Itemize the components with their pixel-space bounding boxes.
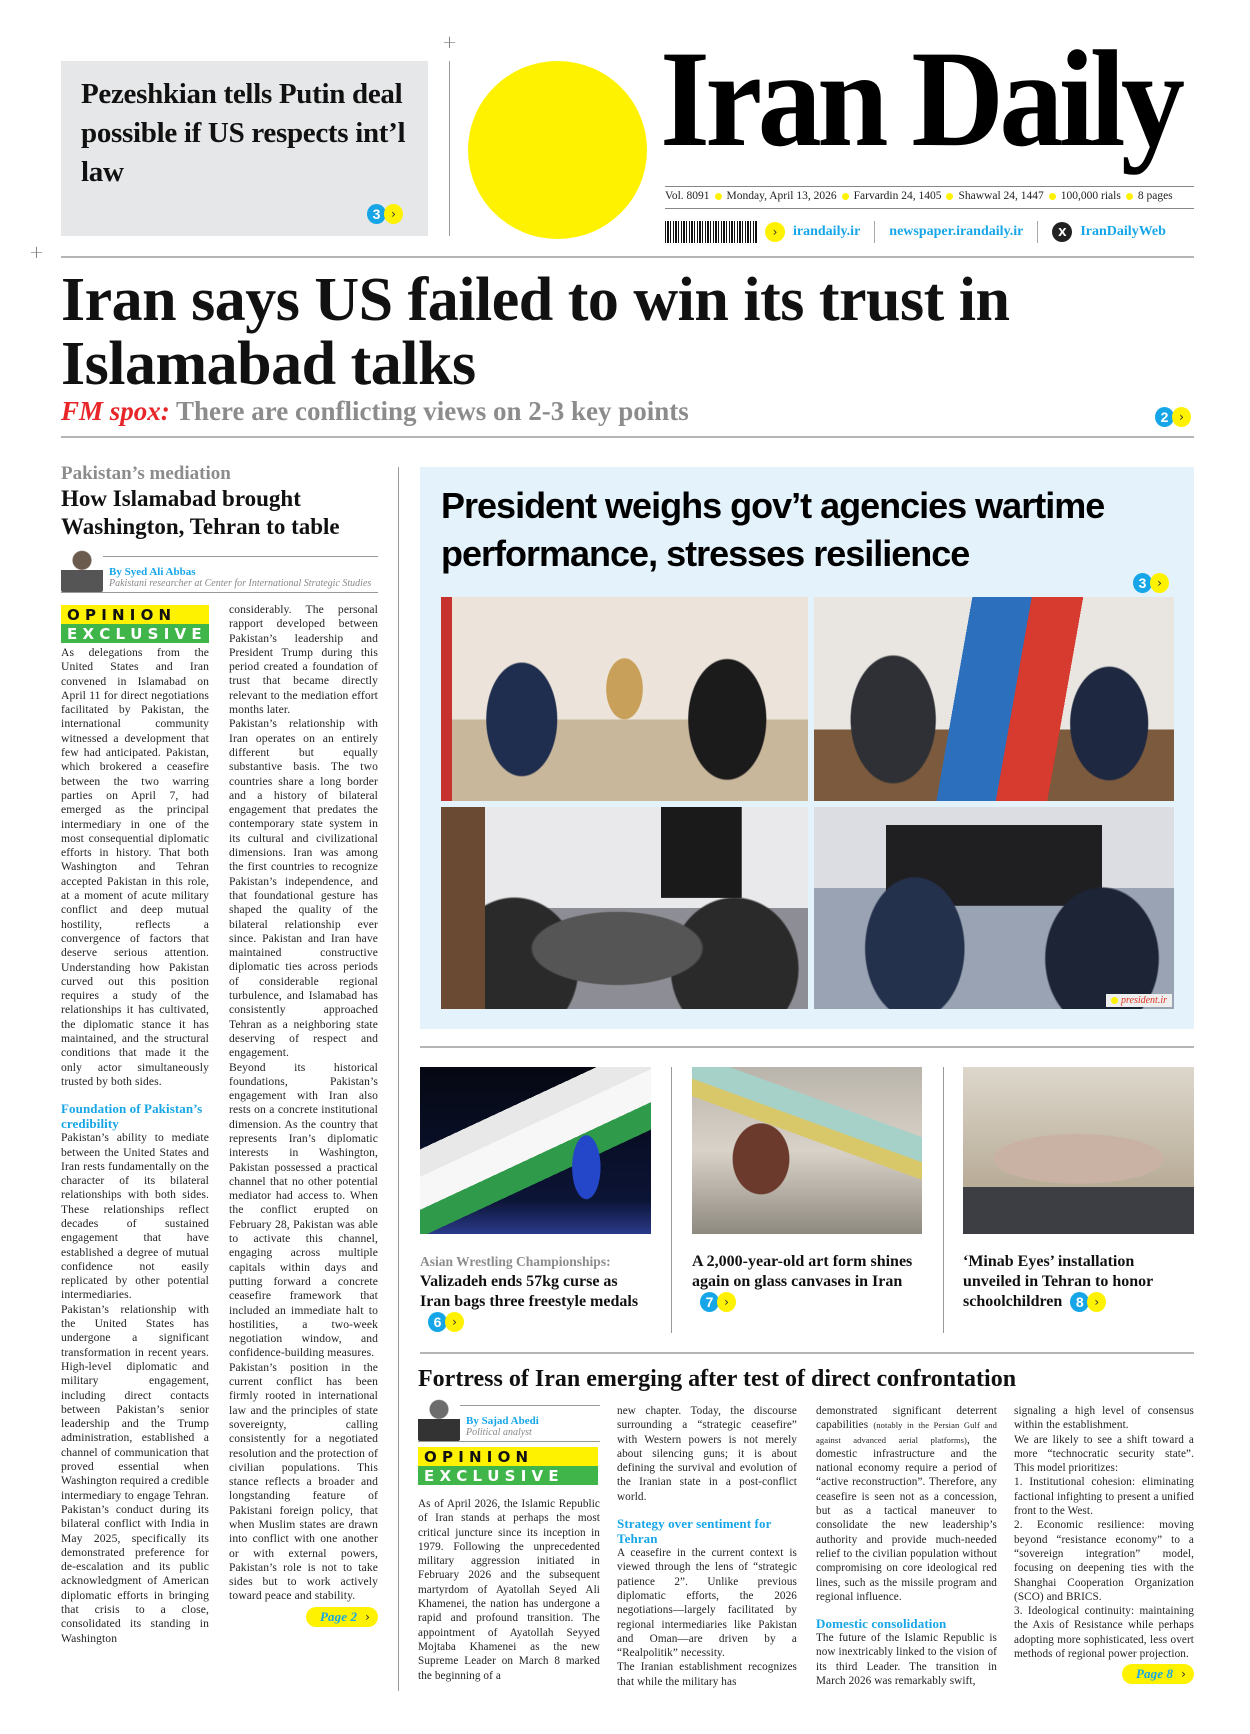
social-link[interactable]: IranDailyWeb: [1080, 224, 1166, 239]
lead-subheadline: [61, 396, 689, 427]
crop-mark-icon: +: [442, 32, 458, 53]
lead-headline[interactable]: Iran says US failed to win its trust in Islamabad talks: [61, 266, 1010, 398]
text: , the domestic infrastructure and the national economy require a period of “active reconstruction”. Therefore, any ceasefire is seen not as a concession, but as a tactical maneuver to consolidate the new leadership’s authority and provide much-needed relief to the civilian population without compromising on core ideological red lines, such as the missile program and regional influence.: [816, 1433, 997, 1603]
photo-meeting-1: [441, 597, 808, 801]
divider: [874, 221, 875, 243]
photo-wrestling: [420, 1067, 651, 1234]
chevron-right-icon: ›: [1150, 573, 1169, 593]
badge-opinion: O P I N I O N: [61, 605, 209, 624]
dot-icon: [1049, 193, 1056, 200]
continued-page-8-button[interactable]: [1122, 1664, 1194, 1684]
chevron-right-icon: ›: [765, 222, 785, 242]
paragraph: The Iranian establishment recognizes that while the military has: [617, 1661, 797, 1688]
author-name: By Syed Ali Abbas: [109, 566, 196, 578]
opinion-exclusive-badge: [61, 605, 209, 643]
chevron-right-icon: ›: [445, 1312, 464, 1332]
badge-opinion: O P I N I O N: [418, 1447, 598, 1466]
barcode-icon: [665, 221, 757, 243]
dot-icon: [715, 193, 722, 200]
photo-meeting-4: [814, 807, 1174, 1009]
author-role: Political analyst: [466, 1427, 532, 1438]
epaper-link[interactable]: newspaper.irandaily.ir: [889, 224, 1024, 239]
price: 100,000 rials: [1060, 190, 1121, 202]
photo-meeting-3: [441, 807, 808, 1009]
website-link[interactable]: irandaily.ir: [793, 224, 861, 239]
paragraph: As delegations from the United States and Iran convened in Islamabad on April 11 for direct negotiations facilitated by Pakistan, the international community witnessed a development that few had anticipated. Pakistan, which brokered a ceasefire between the two warring parties on April 7, had emerged as the principal intermediary in one of the most consequential diplomatic efforts in history. That both Washington and Tehran accepted Pakistan in this role, at a moment of acute military conflict and deep mutual hostility, reflects a convergence of factors that deserve serious attention. Understanding how Pakistan curved out this position requires a study of the relationships it has cultivated, the diplomatic stance it has maintained, and the structural conditions that made it the only actor simultaneously trusted by both sides.: [61, 646, 209, 1088]
page-number: 2: [1155, 407, 1174, 427]
byline: [418, 1405, 600, 1442]
teaser-title: Pezeshkian tells Putin deal possible if US respects int’l law: [81, 78, 406, 188]
page-count: 8 pages: [1137, 190, 1173, 202]
story-title: A 2,000-year-old art form shines again on glass canvases in Iran: [692, 1253, 913, 1290]
chevron-right-icon: ›: [384, 204, 403, 224]
page-link[interactable]: [700, 1292, 736, 1312]
page-link[interactable]: [367, 204, 403, 224]
chevron-right-icon: ›: [1087, 1292, 1106, 1312]
story-title: Valizadeh ends 57kg curse as Iran bags three freestyle medals: [420, 1273, 639, 1310]
dot-icon: [1111, 997, 1118, 1004]
divider: [420, 1046, 1194, 1048]
page-label: Page 2: [320, 1608, 358, 1624]
feature-title[interactable]: President weighs gov’t agencies wartime performance, stresses resilience: [441, 485, 1105, 574]
opinion-exclusive-badge: [418, 1447, 598, 1485]
story-glass-art[interactable]: [692, 1252, 922, 1312]
paragraph: [816, 1404, 997, 1604]
crop-mark-icon: +: [29, 242, 45, 263]
sub-text: There are conflicting views on 2-3 key points: [176, 396, 689, 426]
story-title: ‘Minab Eyes’ installation unveiled in Tehran to honor schoolchildren: [963, 1253, 1153, 1310]
page-number: 6: [428, 1312, 447, 1332]
links-bar: [665, 221, 1194, 243]
author-photo: [61, 548, 103, 592]
photo-meeting-2: [814, 597, 1174, 801]
column-divider: [943, 1067, 944, 1333]
continued-row: [1014, 1664, 1194, 1684]
divider: [61, 256, 1194, 258]
kicker: Asian Wrestling Championships:: [420, 1254, 611, 1269]
article-column: [617, 1404, 797, 1689]
page-label: Page 8: [1136, 1666, 1174, 1682]
chevron-right-icon: ›: [717, 1292, 736, 1312]
author-name: By Sajad Abedi: [466, 1415, 539, 1427]
persian-date: Farvardin 24, 1405: [853, 190, 942, 202]
page-link[interactable]: [1070, 1292, 1106, 1312]
opinion-header: [61, 463, 381, 541]
dot-icon: [1126, 193, 1133, 200]
page-number: 3: [1133, 573, 1152, 593]
byline: [61, 556, 378, 593]
paragraph: considerably. The personal rapport developed between Pakistan’s leadership and President Trump during this period created a foundation of trust that became directly relevant to the mediation effort months later.: [229, 603, 378, 717]
continued-page-2-button[interactable]: [306, 1607, 378, 1627]
page-link[interactable]: [1155, 407, 1191, 427]
author-photo: [418, 1397, 460, 1441]
logo-sun-circle: [468, 61, 647, 239]
sub-label: FM spox:: [61, 396, 170, 426]
volume: Vol. 8091: [665, 190, 710, 202]
page-number: 8: [1070, 1292, 1089, 1312]
dot-icon: [946, 193, 953, 200]
kicker: Pakistan’s mediation: [61, 463, 231, 484]
date: Monday, April 13, 2026: [726, 190, 837, 202]
dot-icon: [842, 193, 849, 200]
photo-minab-eyes: [963, 1067, 1194, 1234]
hijri-date: Shawwal 24, 1447: [958, 190, 1044, 202]
divider: [449, 61, 450, 236]
paragraph: 3. Ideological continuity: maintaining the Axis of Resistance while perhaps adopting more sophisticated, less overt methods of regional power projection.: [1014, 1605, 1194, 1661]
chevron-right-icon: ›: [1172, 407, 1191, 427]
article-column: [816, 1404, 997, 1688]
photo-credit: [1106, 994, 1172, 1007]
chevron-right-icon: ›: [365, 1609, 370, 1624]
note: (notably in the Persian Gulf and against advanced aerial platforms): [816, 1420, 997, 1445]
teaser-box[interactable]: [61, 61, 428, 236]
paragraph: Pakistan’s relationship with Iran operates on an entirely different but equally substantive basis. The two countries share a long border and a history of bilateral engagement that predates the contemporary state system in its cultural and civilizational dimensions. Iran was among the first countries to recognize Pakistan’s independence, and that foundational gesture has shaped the quality of the bilateral relationship ever since. Pakistan and Iran have maintained constructive diplomatic ties across periods of considerable regional turbulence, and Islamabad has consistently approached Tehran as a neighboring state deserving of respect and engagement.: [229, 717, 378, 1060]
divider: [665, 186, 1194, 187]
paragraph: Pakistan’s relationship with the United States has undergone a significant transformation in recent years. High-level diplomatic and military engagement, including direct contacts between Pakistan’s senior leadership and the Trump administration, established a channel of communication that proved essential when Washington required a credible intermediary to engage Tehran. Pakistan’s conduct during its bilateral conflict with India in May 2025, specifically its demonstrated preference for de-escalation and its public acknowledgment of American diplomatic efforts in bringing that crisis to a close, consolidated its standing in Washington: [61, 1302, 209, 1645]
issue-info: [665, 190, 1194, 202]
article-column: [1014, 1404, 1194, 1684]
column-divider: [398, 467, 399, 1691]
paragraph: Pakistan’s position in the current conflict has been firmly rooted in international law and the principles of state sovereignty, calling consistently for a negotiated resolution and the protection of civilian populations. This stance reflects a broader and longstanding feature of Pakistani foreign policy, that when Muslim states are drawn into conflict with one another or with external powers, Pakistan’s role is not to take sides but to work actively toward peace and stability.: [229, 1360, 378, 1603]
page-number: 3: [367, 204, 386, 224]
continued-row: [229, 1607, 378, 1627]
paragraph: signaling a high level of consensus within the establishment.: [1014, 1405, 1194, 1432]
paragraph: The future of the Islamic Republic is now inextricably linked to the vision of its third Leader. The transition in March 2026 was remarkably swift,: [816, 1632, 997, 1688]
story-wrestling[interactable]: [420, 1252, 651, 1332]
article-column: [61, 646, 209, 1646]
photo-glass-painting: [692, 1067, 922, 1234]
x-twitter-icon: X: [1052, 222, 1072, 242]
paragraph: new chapter. Today, the discourse surrounding a “strategic ceasefire” with Western powers is not merely about silencing guns; it is about defining the survival and evolution of the Iranian state in a post-conflict world.: [617, 1405, 797, 1503]
divider: [665, 208, 1194, 209]
paragraph: 2. Economic resilience: moving beyond “resistance economy” to a “sovereign integration” model, focusing on deepening ties with the Shanghai Cooperation Organization (SCO) and BRICS.: [1014, 1519, 1194, 1603]
subheading: Domestic consolidation: [816, 1616, 947, 1632]
credit-text: president.ir: [1120, 995, 1167, 1006]
paragraph: Pakistan’s ability to mediate between the United States and Iran rests fundamentally on the character of its bilateral relationships with both sides. These relationships reflect decades of sustained engagement that have established a degree of mutual confidence not easily replicated by other potential intermediaries.: [61, 1131, 209, 1302]
divider: [1037, 221, 1038, 243]
badge-exclusive: E X C L U S I V E: [418, 1466, 598, 1485]
chevron-right-icon: ›: [1181, 1667, 1186, 1682]
opinion2-title[interactable]: Fortress of Iran emerging after test of direct confrontation: [418, 1366, 1017, 1392]
subheading: Foundation of Pakistan’s credibility: [61, 1101, 203, 1132]
text: demonstrated significant deterrent capabilities: [816, 1405, 997, 1432]
masthead-logo: Iran Daily: [660, 22, 1181, 175]
page-number: 7: [700, 1292, 719, 1312]
article-title[interactable]: How Islamabad brought Washington, Tehran to table: [61, 486, 340, 539]
divider: [420, 1352, 1194, 1354]
article-column: [229, 603, 378, 1627]
paragraph: As of April 2026, the Islamic Republic of Iran stands at perhaps the most critical juncture since its inception in 1979. Following the unprecedented military aggression initiated in February 2026 and the subsequent martyrdom of Ayatollah Seyed Ali Khamenei, the nation has undergone a rapid and profound transition. The appointment of Ayatollah Seyyed Mojtaba Khamenei as the new Supreme Leader on March 8 marked the beginning of a: [418, 1498, 600, 1682]
author-role: Pakistani researcher at Center for International Strategic Studies: [109, 578, 372, 589]
article-column: [418, 1497, 600, 1683]
paragraph: 1. Institutional cohesion: eliminating factional infighting to present a unified front to the West.: [1014, 1476, 1194, 1518]
subheading: Strategy over sentiment for Tehran: [617, 1516, 772, 1547]
divider: [61, 436, 1194, 438]
story-minab-eyes[interactable]: [963, 1252, 1194, 1312]
paragraph: We are likely to see a shift toward a more “technocratic security state”. This model prioritizes:: [1014, 1433, 1194, 1475]
page-link[interactable]: [428, 1312, 464, 1332]
column-divider: [671, 1067, 672, 1333]
paragraph: Beyond its historical foundations, Pakistan’s engagement with Iran also rests on a concrete institutional dimension. As the country that represents Iran’s diplomatic interests in Washington, Pakistan possessed a practical channel that no other potential mediator had access to. When the conflict erupted on February 28, Pakistan was able to activate this channel, engaging across multiple capitals within days and putting forward a concrete ceasefire framework that included an immediate halt to hostilities, a two-week negotiation window, and confidence-building measures.: [229, 1060, 378, 1360]
paragraph: A ceasefire in the current context is viewed through the lens of “strategic patience 2”. Unlike previous diplomatic efforts, the 2026 negotiations—largely facilitated by regional intermediaries like Pakistan and Oman—are driven by a “Realpolitik” necessity.: [617, 1547, 797, 1660]
badge-exclusive: E X C L U S I V E: [61, 624, 209, 643]
page-link[interactable]: [1133, 573, 1169, 593]
